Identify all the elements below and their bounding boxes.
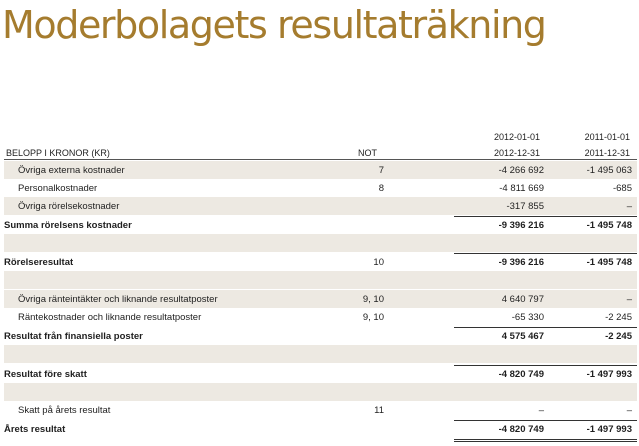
row-value-2012: -4 811 669 (499, 183, 544, 194)
spacer-row (4, 271, 637, 289)
row-value-2011: -1 497 993 (586, 369, 632, 380)
row-value-2012: 4 640 797 (501, 294, 544, 305)
row-label: Summa rörelsens kostnader (4, 220, 132, 231)
row-note: 9, 10 (362, 312, 384, 323)
row-note: 7 (378, 165, 384, 176)
row-label: Skatt på årets resultat (18, 405, 111, 416)
row-value-2011: -1 495 748 (586, 257, 632, 268)
row-value-2012: -9 396 216 (498, 220, 544, 231)
row-value-2011: -685 (612, 183, 632, 194)
note-column-header: NOT (358, 148, 377, 158)
row-value-2011: -1 495 063 (586, 165, 632, 176)
row-label: Resultat från finansiella poster (4, 331, 143, 342)
table-row (4, 197, 637, 215)
table-row (4, 365, 637, 383)
table-row (4, 161, 637, 179)
row-value-2012: -4 820 749 (498, 369, 544, 380)
period-2012-start: 2012-01-01 (493, 132, 540, 142)
row-label: Övriga rörelsekostnader (18, 201, 120, 212)
row-value-2012: -4 820 749 (498, 424, 544, 435)
period-2011-start: 2011-01-01 (584, 132, 630, 142)
row-note: 10 (373, 257, 384, 268)
row-value-2012: – (538, 405, 544, 416)
row-value-2011: – (626, 405, 632, 416)
table-row (4, 420, 637, 438)
spacer-row (4, 383, 637, 401)
table-row (4, 401, 637, 419)
period-2012-end: 2012-12-31 (493, 148, 540, 158)
table-row (4, 216, 637, 234)
header-divider (4, 159, 637, 160)
period-2011-end: 2011-12-31 (584, 148, 630, 158)
table-row (4, 327, 637, 345)
table-row (4, 253, 637, 271)
spacer-row (4, 345, 637, 363)
row-value-2012: -65 330 (511, 312, 544, 323)
row-label: Övriga ränteintäkter och liknande resultatposter (18, 294, 218, 305)
table-row (4, 308, 637, 326)
row-value-2012: -317 855 (506, 201, 544, 212)
row-label: Personalkostnader (18, 183, 98, 194)
row-label: Övriga externa kostnader (18, 165, 125, 176)
page-title: Moderbolagets resultaträkning (2, 3, 546, 47)
row-note: 8 (378, 183, 384, 194)
row-value-2011: -1 497 993 (586, 424, 632, 435)
row-label: Räntekostnader och liknande resultatposter (18, 312, 202, 323)
row-value-2011: -2 245 (605, 331, 632, 342)
row-note: 11 (374, 405, 384, 416)
final-underline (454, 439, 637, 440)
row-value-2011: – (626, 201, 632, 212)
row-label: Årets resultat (4, 424, 66, 435)
row-note: 9, 10 (362, 294, 384, 305)
row-value-2012: 4 575 467 (501, 331, 544, 342)
row-value-2012: -4 266 692 (498, 165, 544, 176)
row-value-2011: -1 495 748 (586, 220, 632, 231)
row-value-2012: -9 396 216 (498, 257, 544, 268)
row-value-2011: – (626, 294, 632, 305)
final-underline (454, 441, 637, 442)
table-row (4, 179, 637, 197)
row-value-2011: -2 245 (605, 312, 632, 323)
row-label: Resultat före skatt (4, 369, 87, 380)
spacer-row (4, 234, 637, 252)
row-label: Rörelseresultat (4, 257, 74, 268)
amount-unit-label: BELOPP I KRONOR (KR) (6, 148, 110, 158)
table-row (4, 290, 637, 308)
